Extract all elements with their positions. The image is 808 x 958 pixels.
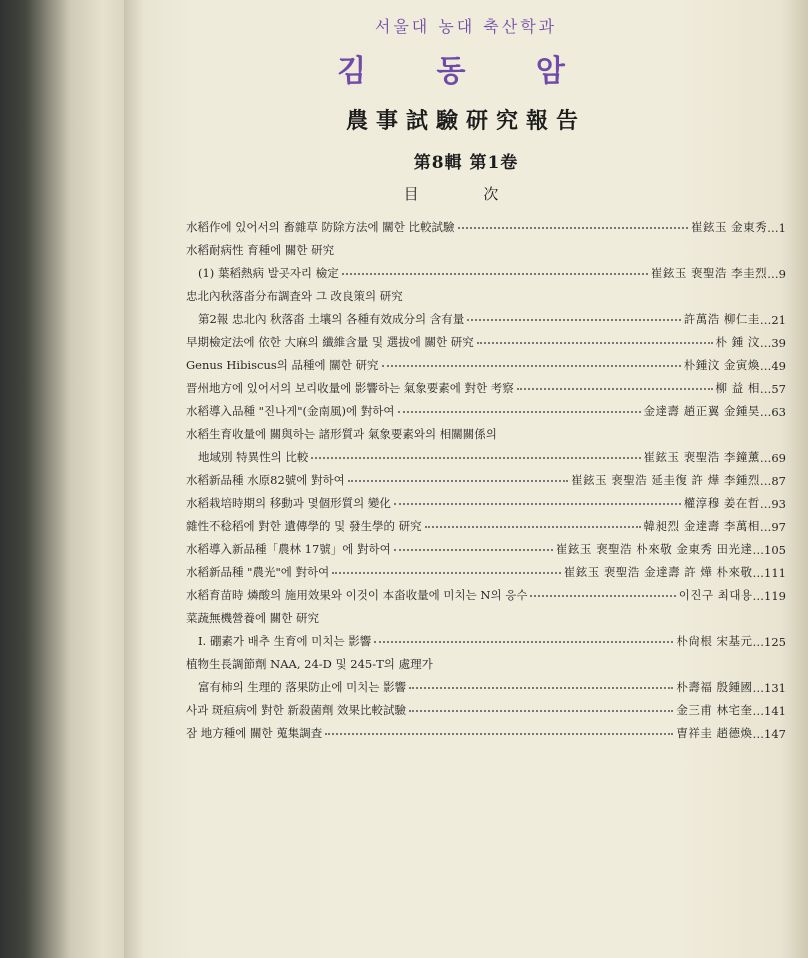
toc-entry-title: 晋州地方에 있어서의 보리收量에 影響하는 氣象要素에 對한 考察 [186, 381, 514, 395]
toc-entry [186, 235, 786, 281]
toc-entry-title: 地域別 特異性의 比較 [198, 450, 309, 464]
toc-entry-title: 잠 地方種에 關한 蒐集調査 [186, 726, 323, 740]
toc-entry [186, 419, 786, 465]
toc-entry [186, 396, 786, 419]
page-separator: … [752, 727, 765, 741]
page-separator: … [752, 589, 765, 603]
page-separator: … [759, 382, 772, 396]
table-of-contents [186, 212, 786, 741]
toc-line [186, 626, 786, 649]
toc-entry-authors: 崔鉉玉 裵聖浩 李圭烈 [650, 266, 768, 280]
toc-entry-page: 125 [764, 635, 786, 649]
toc-entry [186, 327, 786, 350]
toc-entry [186, 488, 786, 511]
toc-entry [186, 603, 786, 649]
toc-line [186, 350, 786, 373]
page-separator: … [767, 221, 779, 235]
page-separator: … [752, 543, 765, 557]
toc-line [186, 718, 786, 741]
toc-entry-authors: 許萬浩 柳仁圭 [683, 312, 760, 326]
toc-entry-page: 63 [771, 405, 786, 419]
toc-line [186, 695, 786, 718]
toc-line [186, 649, 786, 672]
toc-entry-authors: 崔鉉玉 裵聖浩 朴來敬 金東秀 田光達 [555, 542, 753, 556]
toc-line [186, 603, 786, 626]
book-spine-shadow [0, 0, 128, 958]
toc-line [186, 465, 786, 488]
leader-dots [332, 572, 561, 574]
page-separator: … [759, 336, 772, 350]
toc-line [186, 488, 786, 511]
toc-entry-page: 69 [771, 451, 786, 465]
toc-entry-title: 水稻生育收量에 關與하는 諸形質과 氣象要素와의 相關關係의 [186, 427, 497, 441]
leader-dots [409, 687, 673, 689]
toc-entry-title: 雜性不稔稻에 對한 遺傳學的 및 發生學的 研究 [186, 519, 422, 533]
toc-entry-page: 119 [764, 589, 786, 603]
toc-entry [186, 511, 786, 534]
contents-heading: 目 次 [403, 185, 529, 203]
page-separator: … [759, 474, 772, 488]
toc-entry-page: 87 [771, 474, 786, 488]
page-separator: … [752, 704, 765, 718]
toc-entry-page: 1 [778, 221, 786, 235]
toc-entry-title: 植物生長調節劑 NAA, 24-D 및 245-T의 處理가 [186, 657, 433, 671]
toc-entry-authors: 韓昶烈 金達壽 李萬相 [643, 519, 760, 533]
toc-entry-page: 57 [771, 382, 786, 396]
leader-dots [477, 342, 713, 344]
toc-entry-authors: 崔鉉玉 裵聖浩 李鐘薰 [643, 450, 760, 464]
leader-dots [382, 365, 681, 367]
volume-label: 第8輯 第1卷 [413, 153, 519, 173]
toc-entry-authors: 金三甫 林宅奎 [676, 703, 753, 717]
stamp-department: 서울대 농대 축산학과 [374, 17, 558, 36]
toc-entry-title: 富有柿의 生理的 落果防止에 미치는 影響 [198, 680, 407, 694]
toc-entry-title: 水稻新品種 水原82號에 對하여 [186, 473, 345, 487]
leader-dots [530, 595, 675, 597]
toc-entry-page: 141 [764, 704, 786, 718]
leader-dots [409, 710, 673, 712]
toc-entry-title: I. 硼素가 배추 生育에 미치는 影響 [198, 634, 372, 648]
toc-entry-title: 水稻新品種 "農光"에 對하여 [186, 565, 330, 579]
toc-entry-title: 水稻耐病性 育種에 關한 研究 [186, 243, 335, 257]
page-separator: … [759, 497, 772, 511]
toc-entry [186, 557, 786, 580]
toc-entry [186, 534, 786, 557]
toc-entry-authors: 이진구 최대용 [678, 588, 753, 602]
toc-entry-authors: 崔鉉玉 金東秀 [691, 220, 768, 234]
toc-entry-authors: 金達壽 趙正翼 金鍾昊 [643, 404, 760, 418]
toc-line [186, 235, 786, 258]
toc-entry-authors: 崔鉉玉 裵聖浩 金達壽 許 燁 朴來敬 [563, 565, 753, 579]
toc-line [186, 373, 786, 396]
toc-entry-title: 水稻栽培時期의 移動과 몇個形質의 變化 [186, 496, 391, 510]
page-separator: … [752, 566, 765, 580]
toc-entry [186, 695, 786, 718]
leader-dots [325, 733, 673, 735]
toc-line [186, 534, 786, 557]
leader-dots [311, 457, 640, 459]
toc-line [186, 511, 786, 534]
document-page [124, 0, 808, 958]
toc-entry-page: 49 [771, 359, 786, 373]
toc-entry-page: 21 [771, 313, 786, 327]
stamp-name: 김 동 암 [337, 54, 595, 89]
toc-entry-title: 忠北內秋落畓分布調査와 그 改良策의 研究 [186, 289, 403, 303]
toc-entry-title: 菜蔬無機營養에 關한 研究 [186, 611, 320, 625]
toc-entry [186, 373, 786, 396]
toc-entry [186, 718, 786, 741]
toc-line [186, 212, 786, 235]
toc-line [186, 672, 786, 695]
toc-entry [186, 212, 786, 235]
page-separator: … [759, 313, 772, 327]
leader-dots [348, 480, 568, 482]
leader-dots [374, 641, 673, 643]
report-title: 農事試驗研究報告 [345, 108, 586, 134]
leader-dots [517, 388, 713, 390]
toc-line [186, 557, 786, 580]
toc-entry-authors: 朴鍾汶 金寅煥 [683, 358, 760, 372]
toc-entry-authors: 曺祥圭 趙德煥 [676, 726, 753, 740]
toc-entry-page: 39 [771, 336, 786, 350]
toc-line [186, 258, 786, 281]
toc-entry [186, 281, 786, 327]
toc-entry-page: 93 [771, 497, 786, 511]
toc-entry-title: 早期檢定法에 依한 大麻의 纖維含量 및 選拔에 關한 研究 [186, 335, 474, 349]
leader-dots [394, 549, 553, 551]
toc-entry-page: 9 [778, 267, 786, 281]
leader-dots [425, 526, 641, 528]
toc-entry-title: Genus Hibiscus의 品種에 關한 研究 [186, 358, 379, 372]
toc-entry-authors: 朴 鍾 汶 [715, 335, 760, 349]
page-separator: … [752, 635, 765, 649]
toc-entry [186, 580, 786, 603]
toc-entry-title: 水稻導入新品種「農林 17號」에 對하여 [186, 542, 391, 556]
page-separator: … [752, 681, 765, 695]
page-separator: … [759, 520, 772, 534]
page-separator: … [759, 359, 772, 373]
toc-entry-authors: 崔鉉玉 裵聖浩 延圭復 許 燁 李鍾烈 [571, 473, 760, 487]
leader-dots [467, 319, 680, 321]
toc-entry-title: 第2報 忠北內 秋落畓 土壤의 各種有效成分의 含有量 [198, 312, 465, 326]
toc-entry-title: 水稻作에 있어서의 畜雜草 防除方法에 關한 比較試驗 [186, 220, 455, 234]
toc-entry [186, 350, 786, 373]
toc-line [186, 281, 786, 304]
page-separator: … [759, 451, 772, 465]
toc-entry-authors: 朴壽福 殷鍾國 [676, 680, 753, 694]
toc-entry-authors: 柳 益 相 [715, 381, 760, 395]
toc-line [186, 442, 786, 465]
toc-entry [186, 465, 786, 488]
toc-entry [186, 649, 786, 695]
toc-entry-title: 水稻育苗時 燐酸의 施用效果와 이것이 本畓收量에 미치는 N의 응수 [186, 588, 528, 602]
page-separator: … [767, 267, 779, 281]
page-separator: … [759, 405, 772, 419]
toc-entry-authors: 權淳穆 姜在哲 [683, 496, 760, 510]
toc-line [186, 327, 786, 350]
leader-dots [398, 411, 641, 413]
toc-line [186, 419, 786, 442]
leader-dots [342, 273, 648, 275]
toc-line [186, 304, 786, 327]
toc-entry-page: 111 [764, 566, 786, 580]
toc-entry-page: 131 [764, 681, 786, 695]
toc-entry-authors: 朴尙根 宋基元 [676, 634, 753, 648]
toc-entry-page: 105 [764, 543, 786, 557]
toc-entry-page: 147 [764, 727, 786, 741]
toc-line [186, 580, 786, 603]
toc-entry-title: 사과 斑疸病에 對한 新殺菌劑 效果比較試驗 [186, 703, 407, 717]
toc-entry-title: (1) 葉稻熱病 발곳자리 檢定 [198, 266, 339, 280]
leader-dots [394, 503, 681, 505]
toc-entry-title: 水稻導入品種 "진나게"(金南風)에 對하여 [186, 404, 395, 418]
leader-dots [458, 227, 688, 229]
toc-entry-page: 97 [771, 520, 786, 534]
toc-line [186, 396, 786, 419]
